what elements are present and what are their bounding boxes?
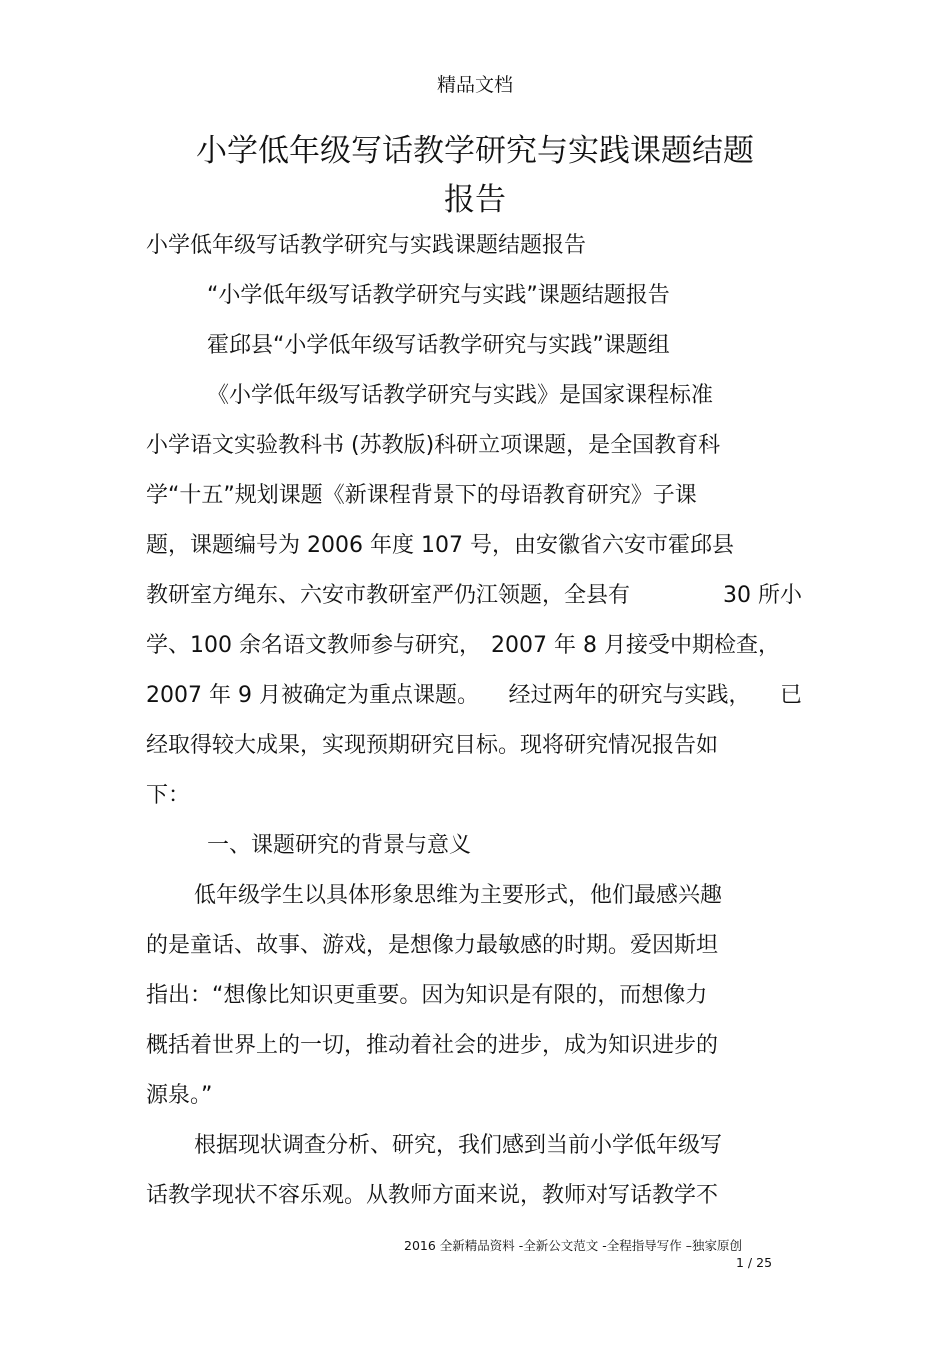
body-line-segment: 经过两年的研究与实践，: [508, 683, 751, 708]
body-line-segment: 学、100 余名语文教师参与研究，: [146, 633, 481, 658]
body-line: 学“十五”规划课题《新课程背景下的母语教育研究》子课: [146, 483, 697, 508]
body-line: 下：: [146, 783, 191, 808]
watermark-header: 精品文档: [436, 74, 513, 96]
body-line-segment: 2007 年 9 月被确定为重点课题。: [146, 683, 479, 708]
body-line: 题，课题编号为 2006 年度 107 号，由安徽省六安市霍邱县: [146, 533, 734, 558]
page-number: 1 / 25: [736, 1255, 773, 1270]
body-line-segment: 30 所小: [723, 583, 802, 608]
body-line: 低年级学生以具体形象思维为主要形式，他们最感兴趣: [194, 883, 723, 908]
body-line: 霍邱县“小学低年级写话教学研究与实践”课题组: [207, 333, 670, 358]
body-line: 指出：“想像比知识更重要。因为知识是有限的，而想像力: [146, 983, 708, 1008]
body-line: [146, 678, 802, 709]
body-line: 概括着世界上的一切，推动着社会的进步，成为知识进步的: [146, 1033, 719, 1058]
body-line: 小学语文实验教科书 (苏教版)科研立项课题，是全国教育科: [146, 433, 721, 458]
body-line: 小学低年级写话教学研究与实践课题结题报告: [146, 233, 587, 258]
body-line: 《小学低年级写话教学研究与实践》是国家课程标准: [207, 383, 714, 408]
body-line: 话教学现状不容乐观。从教师方面来说，教师对写话教学不: [146, 1183, 719, 1208]
section-heading: 一、课题研究的背景与意义: [207, 833, 472, 858]
footer-tagline: 2016 全新精品资料 -全新公文范文 -全程指导写作 –独家原创: [404, 1238, 742, 1253]
document-title-line-1: 小学低年级写话教学研究与实践课题结题: [196, 133, 754, 169]
body-line-segment: 2007 年 8 月接受中期检查，: [491, 633, 780, 658]
body-line: 根据现状调查分析、研究，我们感到当前小学低年级写: [194, 1133, 723, 1158]
body-line: [146, 628, 780, 659]
body-line: [146, 578, 802, 609]
body-line: 经取得较大成果，实现预期研究目标。现将研究情况报告如: [146, 733, 719, 758]
body-line: 源泉。”: [146, 1083, 213, 1108]
body-line: “小学低年级写话教学研究与实践”课题结题报告: [207, 283, 670, 308]
body-line: 的是童话、故事、游戏，是想像力最敏感的时期。爱因斯坦: [146, 933, 719, 958]
body-line-segment: 已: [779, 683, 802, 708]
body-line-segment: 教研室方绳东、六安市教研室严仍江领题，全县有: [146, 583, 631, 608]
document-title-line-2: 报告: [444, 182, 506, 218]
